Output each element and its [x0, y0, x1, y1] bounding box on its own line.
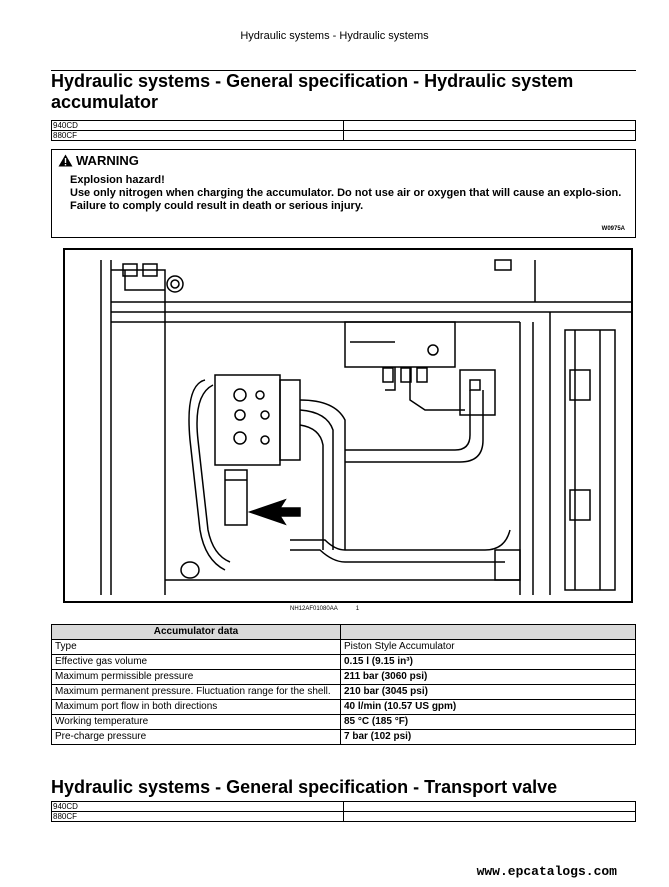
model-empty-cell [344, 131, 636, 141]
warning-box [51, 149, 636, 238]
table-row [52, 700, 636, 715]
warning-code: W0975A [601, 226, 625, 232]
row-label: Maximum port flow in both directions [52, 700, 341, 715]
row-label: Working temperature [52, 715, 341, 730]
table-row [52, 655, 636, 670]
footer-url: www.epcatalogs.com [476, 864, 617, 879]
figure-reference: NH12AF01080AA [290, 606, 338, 612]
warning-label: WARNING [76, 153, 139, 168]
table-row [52, 670, 636, 685]
model-empty-cell [344, 812, 636, 822]
table-header-empty [341, 625, 636, 640]
row-label: Pre-charge pressure [52, 730, 341, 745]
row-label: Maximum permanent pressure. Fluctuation range for the shell. [52, 685, 341, 700]
model-cell: 940CD [52, 802, 344, 812]
model-row [52, 802, 636, 812]
running-head: Hydraulic systems - Hydraulic systems [240, 30, 429, 42]
table-header-row [52, 625, 636, 640]
hydraulic-illustration [65, 250, 631, 601]
section-title-transport-valve: Hydraulic systems - General specification - Transport valve [51, 777, 558, 797]
model-table-accumulator [51, 120, 636, 141]
warning-triangle-icon [58, 154, 73, 167]
model-row [52, 121, 636, 131]
section-title-accumulator: Hydraulic systems - General specification - Hydraulic system accumulator [51, 70, 636, 113]
warning-line: Explosion hazard! [70, 174, 165, 186]
warning-text [70, 174, 630, 213]
figure-number: 1 [355, 606, 360, 612]
model-empty-cell [344, 121, 636, 131]
row-value: 85 °C (185 °F) [341, 715, 636, 730]
table-header: Accumulator data [52, 625, 341, 640]
hydraulic-figure [63, 248, 633, 603]
table-row [52, 730, 636, 745]
model-cell: 940CD [52, 121, 344, 131]
table-row [52, 640, 636, 655]
model-row [52, 812, 636, 822]
warning-line: Use only nitrogen when charging the accumulator. Do not use air or oxygen that will cause an explo-sion. [70, 187, 622, 199]
row-label: Effective gas volume [52, 655, 341, 670]
table-row [52, 715, 636, 730]
model-row [52, 131, 636, 141]
model-cell: 880CF [52, 131, 344, 141]
model-cell: 880CF [52, 812, 344, 822]
model-table-transport-valve [51, 801, 636, 822]
accumulator-data-table [51, 624, 636, 745]
row-value: 40 l/min (10.57 US gpm) [341, 700, 636, 715]
row-label: Type [52, 640, 341, 655]
row-value: 7 bar (102 psi) [341, 730, 636, 745]
row-value: 210 bar (3045 psi) [341, 685, 636, 700]
warning-line: Failure to comply could result in death or serious injury. [70, 200, 364, 212]
row-value: 211 bar (3060 psi) [341, 670, 636, 685]
table-row [52, 685, 636, 700]
row-value: Piston Style Accumulator [341, 640, 636, 655]
row-label: Maximum permissible pressure [52, 670, 341, 685]
model-empty-cell [344, 802, 636, 812]
warning-heading [58, 153, 139, 168]
row-value: 0.15 l (9.15 in³) [341, 655, 636, 670]
figure-caption [290, 606, 359, 612]
